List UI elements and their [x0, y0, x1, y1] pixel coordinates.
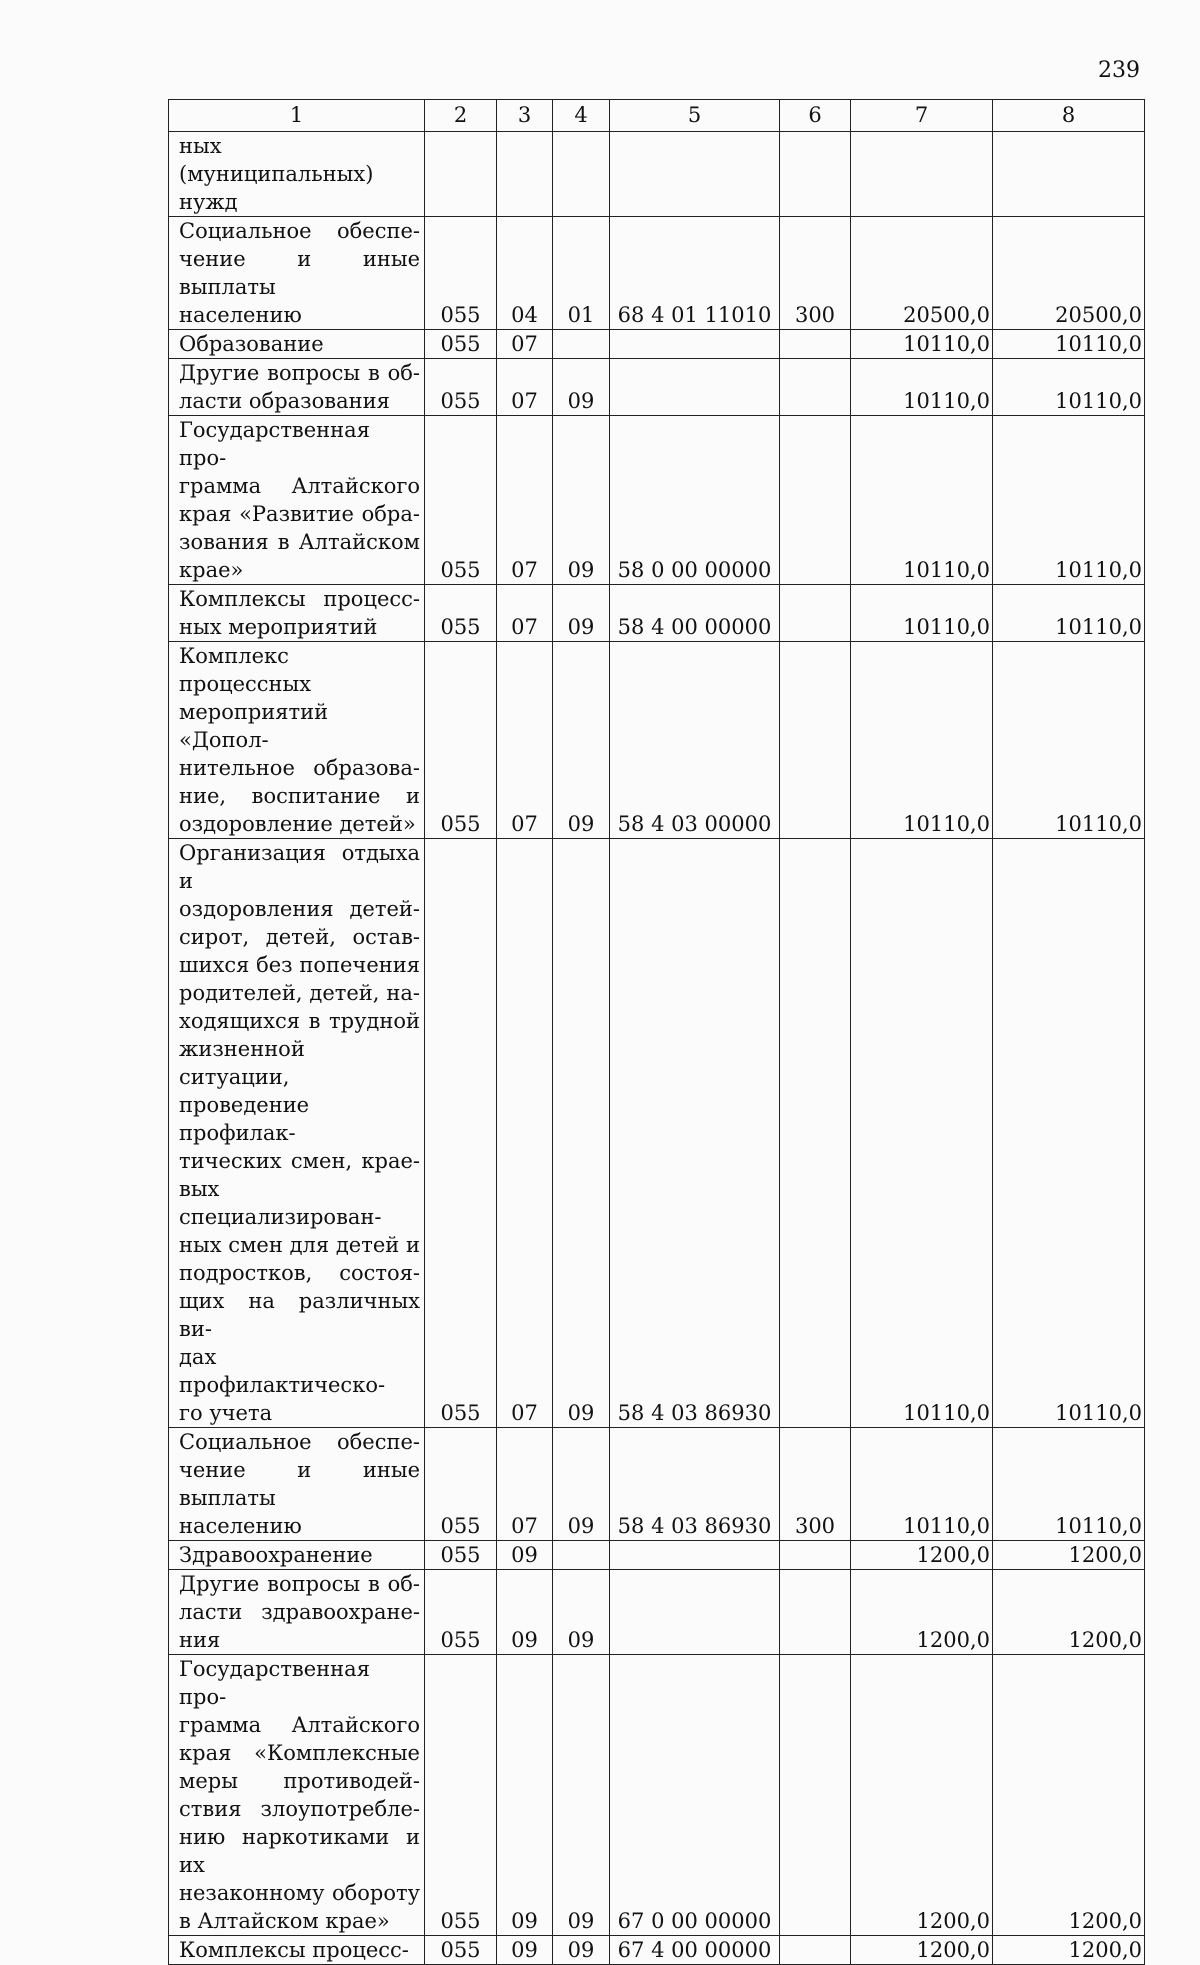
cell-pr: 07	[497, 839, 553, 1428]
name-line: края «Развитие обра-	[179, 502, 420, 526]
cell-pr: 07	[497, 416, 553, 585]
cell-sum-7: 10110,0	[851, 416, 993, 585]
cell-name	[169, 1428, 425, 1541]
cell-rz: 055	[425, 642, 497, 839]
cell-csr: 58 4 03 86930	[610, 1428, 780, 1541]
cell-sum-7: 1200,0	[851, 1541, 993, 1570]
header-cell: 3	[497, 100, 553, 132]
cell-name	[169, 416, 425, 585]
name-line: крае»	[179, 558, 244, 582]
cell-kvsr: 09	[553, 585, 610, 642]
name-line: нию наркотиками и их	[179, 1825, 420, 1877]
name-line: Комплекс процессных	[179, 644, 312, 696]
name-line: Комплексы процесс-	[179, 1938, 409, 1962]
cell-pr	[497, 132, 553, 217]
cell-kvsr: 09	[553, 359, 610, 416]
cell-kvsr	[553, 132, 610, 217]
name-line: грамма Алтайского	[179, 474, 420, 498]
cell-rz: 055	[425, 1541, 497, 1570]
cell-rz: 055	[425, 585, 497, 642]
table-row	[169, 359, 1145, 416]
name-line: зования в Алтайском	[179, 530, 420, 554]
cell-vr	[780, 585, 851, 642]
cell-sum-7: 10110,0	[851, 330, 993, 359]
cell-kvsr: 09	[553, 1570, 610, 1655]
name-line: Организация отдыха и	[179, 841, 420, 893]
cell-kvsr	[553, 330, 610, 359]
name-line: щих на различных ви-	[179, 1289, 420, 1341]
cell-csr	[610, 330, 780, 359]
cell-sum-8: 10110,0	[993, 416, 1145, 585]
name-line: нужд	[179, 190, 238, 214]
cell-sum-7	[851, 132, 993, 217]
name-line: вых специализирован-	[179, 1177, 382, 1229]
cell-sum-8: 10110,0	[993, 1428, 1145, 1541]
table-header-row	[169, 100, 1145, 132]
cell-sum-8: 10110,0	[993, 642, 1145, 839]
cell-rz: 055	[425, 217, 497, 330]
cell-sum-8: 1200,0	[993, 1541, 1145, 1570]
cell-kvsr: 09	[553, 1936, 610, 1965]
name-line: дах профилактическо-	[179, 1345, 386, 1397]
cell-rz	[425, 132, 497, 217]
cell-pr: 09	[497, 1655, 553, 1936]
name-line: меры противодей-	[179, 1769, 420, 1793]
cell-rz: 055	[425, 1428, 497, 1541]
cell-sum-7: 10110,0	[851, 1428, 993, 1541]
cell-sum-7: 10110,0	[851, 839, 993, 1428]
cell-pr: 04	[497, 217, 553, 330]
cell-csr	[610, 132, 780, 217]
cell-pr: 09	[497, 1570, 553, 1655]
name-line: Социальное обеспе-	[179, 1430, 420, 1454]
table-row	[169, 416, 1145, 585]
cell-name	[169, 132, 425, 217]
header-cell: 8	[993, 100, 1145, 132]
name-line: ние, воспитание и	[179, 784, 420, 808]
table-row	[169, 839, 1145, 1428]
cell-sum-7: 20500,0	[851, 217, 993, 330]
cell-vr: 300	[780, 1428, 851, 1541]
cell-kvsr: 01	[553, 217, 610, 330]
name-line: ния	[179, 1628, 221, 1652]
cell-name	[169, 330, 425, 359]
cell-vr	[780, 1655, 851, 1936]
cell-csr: 58 4 03 86930	[610, 839, 780, 1428]
cell-vr	[780, 1541, 851, 1570]
table-row	[169, 330, 1145, 359]
cell-pr: 07	[497, 359, 553, 416]
name-line: проведение профилак-	[179, 1093, 310, 1145]
table-row	[169, 585, 1145, 642]
table-row	[169, 1936, 1145, 1965]
name-line: ласти здравоохране-	[179, 1600, 420, 1624]
name-line: населению	[179, 303, 302, 327]
header-cell: 7	[851, 100, 993, 132]
name-line: ствия злоупотребле-	[179, 1797, 420, 1821]
cell-name	[169, 1936, 425, 1965]
cell-sum-8: 1200,0	[993, 1570, 1145, 1655]
cell-vr	[780, 416, 851, 585]
name-line: в Алтайском крае»	[179, 1909, 390, 1933]
name-line: нительное образова-	[179, 756, 420, 780]
name-line: чение и иные выплаты	[179, 1458, 420, 1510]
cell-csr: 68 4 01 11010	[610, 217, 780, 330]
cell-kvsr: 09	[553, 416, 610, 585]
cell-csr: 67 4 00 00000	[610, 1936, 780, 1965]
name-line: шихся без попечения	[179, 953, 420, 977]
cell-sum-7: 1200,0	[851, 1655, 993, 1936]
table-row	[169, 1428, 1145, 1541]
cell-sum-8: 10110,0	[993, 330, 1145, 359]
cell-rz: 055	[425, 839, 497, 1428]
cell-sum-7: 1200,0	[851, 1936, 993, 1965]
page-number: 239	[1098, 58, 1140, 83]
cell-kvsr: 09	[553, 642, 610, 839]
cell-pr: 07	[497, 1428, 553, 1541]
cell-sum-7: 10110,0	[851, 585, 993, 642]
cell-vr	[780, 642, 851, 839]
cell-sum-8: 20500,0	[993, 217, 1145, 330]
name-line: Комплексы процесс-	[179, 587, 420, 611]
name-line: населению	[179, 1514, 302, 1538]
cell-name	[169, 1570, 425, 1655]
cell-csr: 58 4 03 00000	[610, 642, 780, 839]
table-row	[169, 1655, 1145, 1936]
budget-table	[168, 99, 1145, 1965]
cell-csr: 67 0 00 00000	[610, 1655, 780, 1936]
cell-name	[169, 1655, 425, 1936]
header-cell: 2	[425, 100, 497, 132]
cell-sum-8	[993, 132, 1145, 217]
table-row	[169, 217, 1145, 330]
cell-name	[169, 217, 425, 330]
name-line: ных (муниципальных)	[179, 134, 374, 186]
name-line: ных смен для детей и	[179, 1233, 420, 1257]
header-cell: 5	[610, 100, 780, 132]
cell-sum-8: 1200,0	[993, 1655, 1145, 1936]
cell-name	[169, 359, 425, 416]
header-cell: 4	[553, 100, 610, 132]
cell-vr	[780, 1570, 851, 1655]
name-line: Другие вопросы в об-	[179, 361, 420, 385]
cell-pr: 07	[497, 642, 553, 839]
cell-sum-8: 10110,0	[993, 359, 1145, 416]
cell-sum-7: 1200,0	[851, 1570, 993, 1655]
table-row	[169, 132, 1145, 217]
cell-kvsr: 09	[553, 1428, 610, 1541]
cell-rz: 055	[425, 416, 497, 585]
name-line: чение и иные выплаты	[179, 247, 420, 299]
name-line: грамма Алтайского	[179, 1713, 420, 1737]
cell-pr: 09	[497, 1936, 553, 1965]
cell-rz: 055	[425, 1570, 497, 1655]
cell-name	[169, 585, 425, 642]
name-line: жизненной ситуации,	[179, 1037, 305, 1089]
name-line: Государственная про-	[179, 418, 370, 470]
cell-kvsr	[553, 1541, 610, 1570]
cell-vr: 300	[780, 217, 851, 330]
cell-pr: 09	[497, 1541, 553, 1570]
cell-vr	[780, 330, 851, 359]
cell-vr	[780, 359, 851, 416]
table-row	[169, 642, 1145, 839]
cell-vr	[780, 132, 851, 217]
cell-csr: 58 4 00 00000	[610, 585, 780, 642]
cell-name	[169, 1541, 425, 1570]
cell-name	[169, 839, 425, 1428]
name-line: сирот, детей, остав-	[179, 925, 420, 949]
cell-sum-8: 10110,0	[993, 585, 1145, 642]
cell-rz: 055	[425, 1655, 497, 1936]
cell-sum-7: 10110,0	[851, 359, 993, 416]
cell-rz: 055	[425, 1936, 497, 1965]
name-line: го учета	[179, 1401, 273, 1425]
name-line: тических смен, крае-	[179, 1149, 420, 1173]
name-line: ных мероприятий	[179, 615, 378, 639]
table-row	[169, 1570, 1145, 1655]
header-cell: 1	[169, 100, 425, 132]
name-line: Здравоохранение	[179, 1543, 373, 1567]
cell-sum-7: 10110,0	[851, 642, 993, 839]
name-line: подростков, состоя-	[179, 1261, 420, 1285]
cell-csr	[610, 1570, 780, 1655]
name-line: ходящихся в трудной	[179, 1009, 420, 1033]
cell-rz: 055	[425, 330, 497, 359]
cell-vr	[780, 1936, 851, 1965]
name-line: незаконному обороту	[179, 1881, 420, 1905]
cell-sum-8: 10110,0	[993, 839, 1145, 1428]
cell-csr	[610, 1541, 780, 1570]
cell-sum-8: 1200,0	[993, 1936, 1145, 1965]
name-line: ласти образования	[179, 389, 390, 413]
cell-csr	[610, 359, 780, 416]
cell-kvsr: 09	[553, 839, 610, 1428]
cell-csr: 58 0 00 00000	[610, 416, 780, 585]
name-line: оздоровления детей-	[179, 897, 420, 921]
name-line: Образование	[179, 332, 324, 356]
cell-vr	[780, 839, 851, 1428]
name-line: Другие вопросы в об-	[179, 1572, 420, 1596]
cell-name	[169, 642, 425, 839]
name-line: Социальное обеспе-	[179, 219, 420, 243]
cell-kvsr: 09	[553, 1655, 610, 1936]
cell-pr: 07	[497, 585, 553, 642]
name-line: края «Комплексные	[179, 1741, 420, 1765]
name-line: родителей, детей, на-	[179, 981, 420, 1005]
header-cell: 6	[780, 100, 851, 132]
name-line: оздоровление детей»	[179, 812, 416, 836]
name-line: мероприятий «Допол-	[179, 700, 329, 752]
name-line: Государственная про-	[179, 1657, 370, 1709]
table-row	[169, 1541, 1145, 1570]
cell-pr: 07	[497, 330, 553, 359]
cell-rz: 055	[425, 359, 497, 416]
